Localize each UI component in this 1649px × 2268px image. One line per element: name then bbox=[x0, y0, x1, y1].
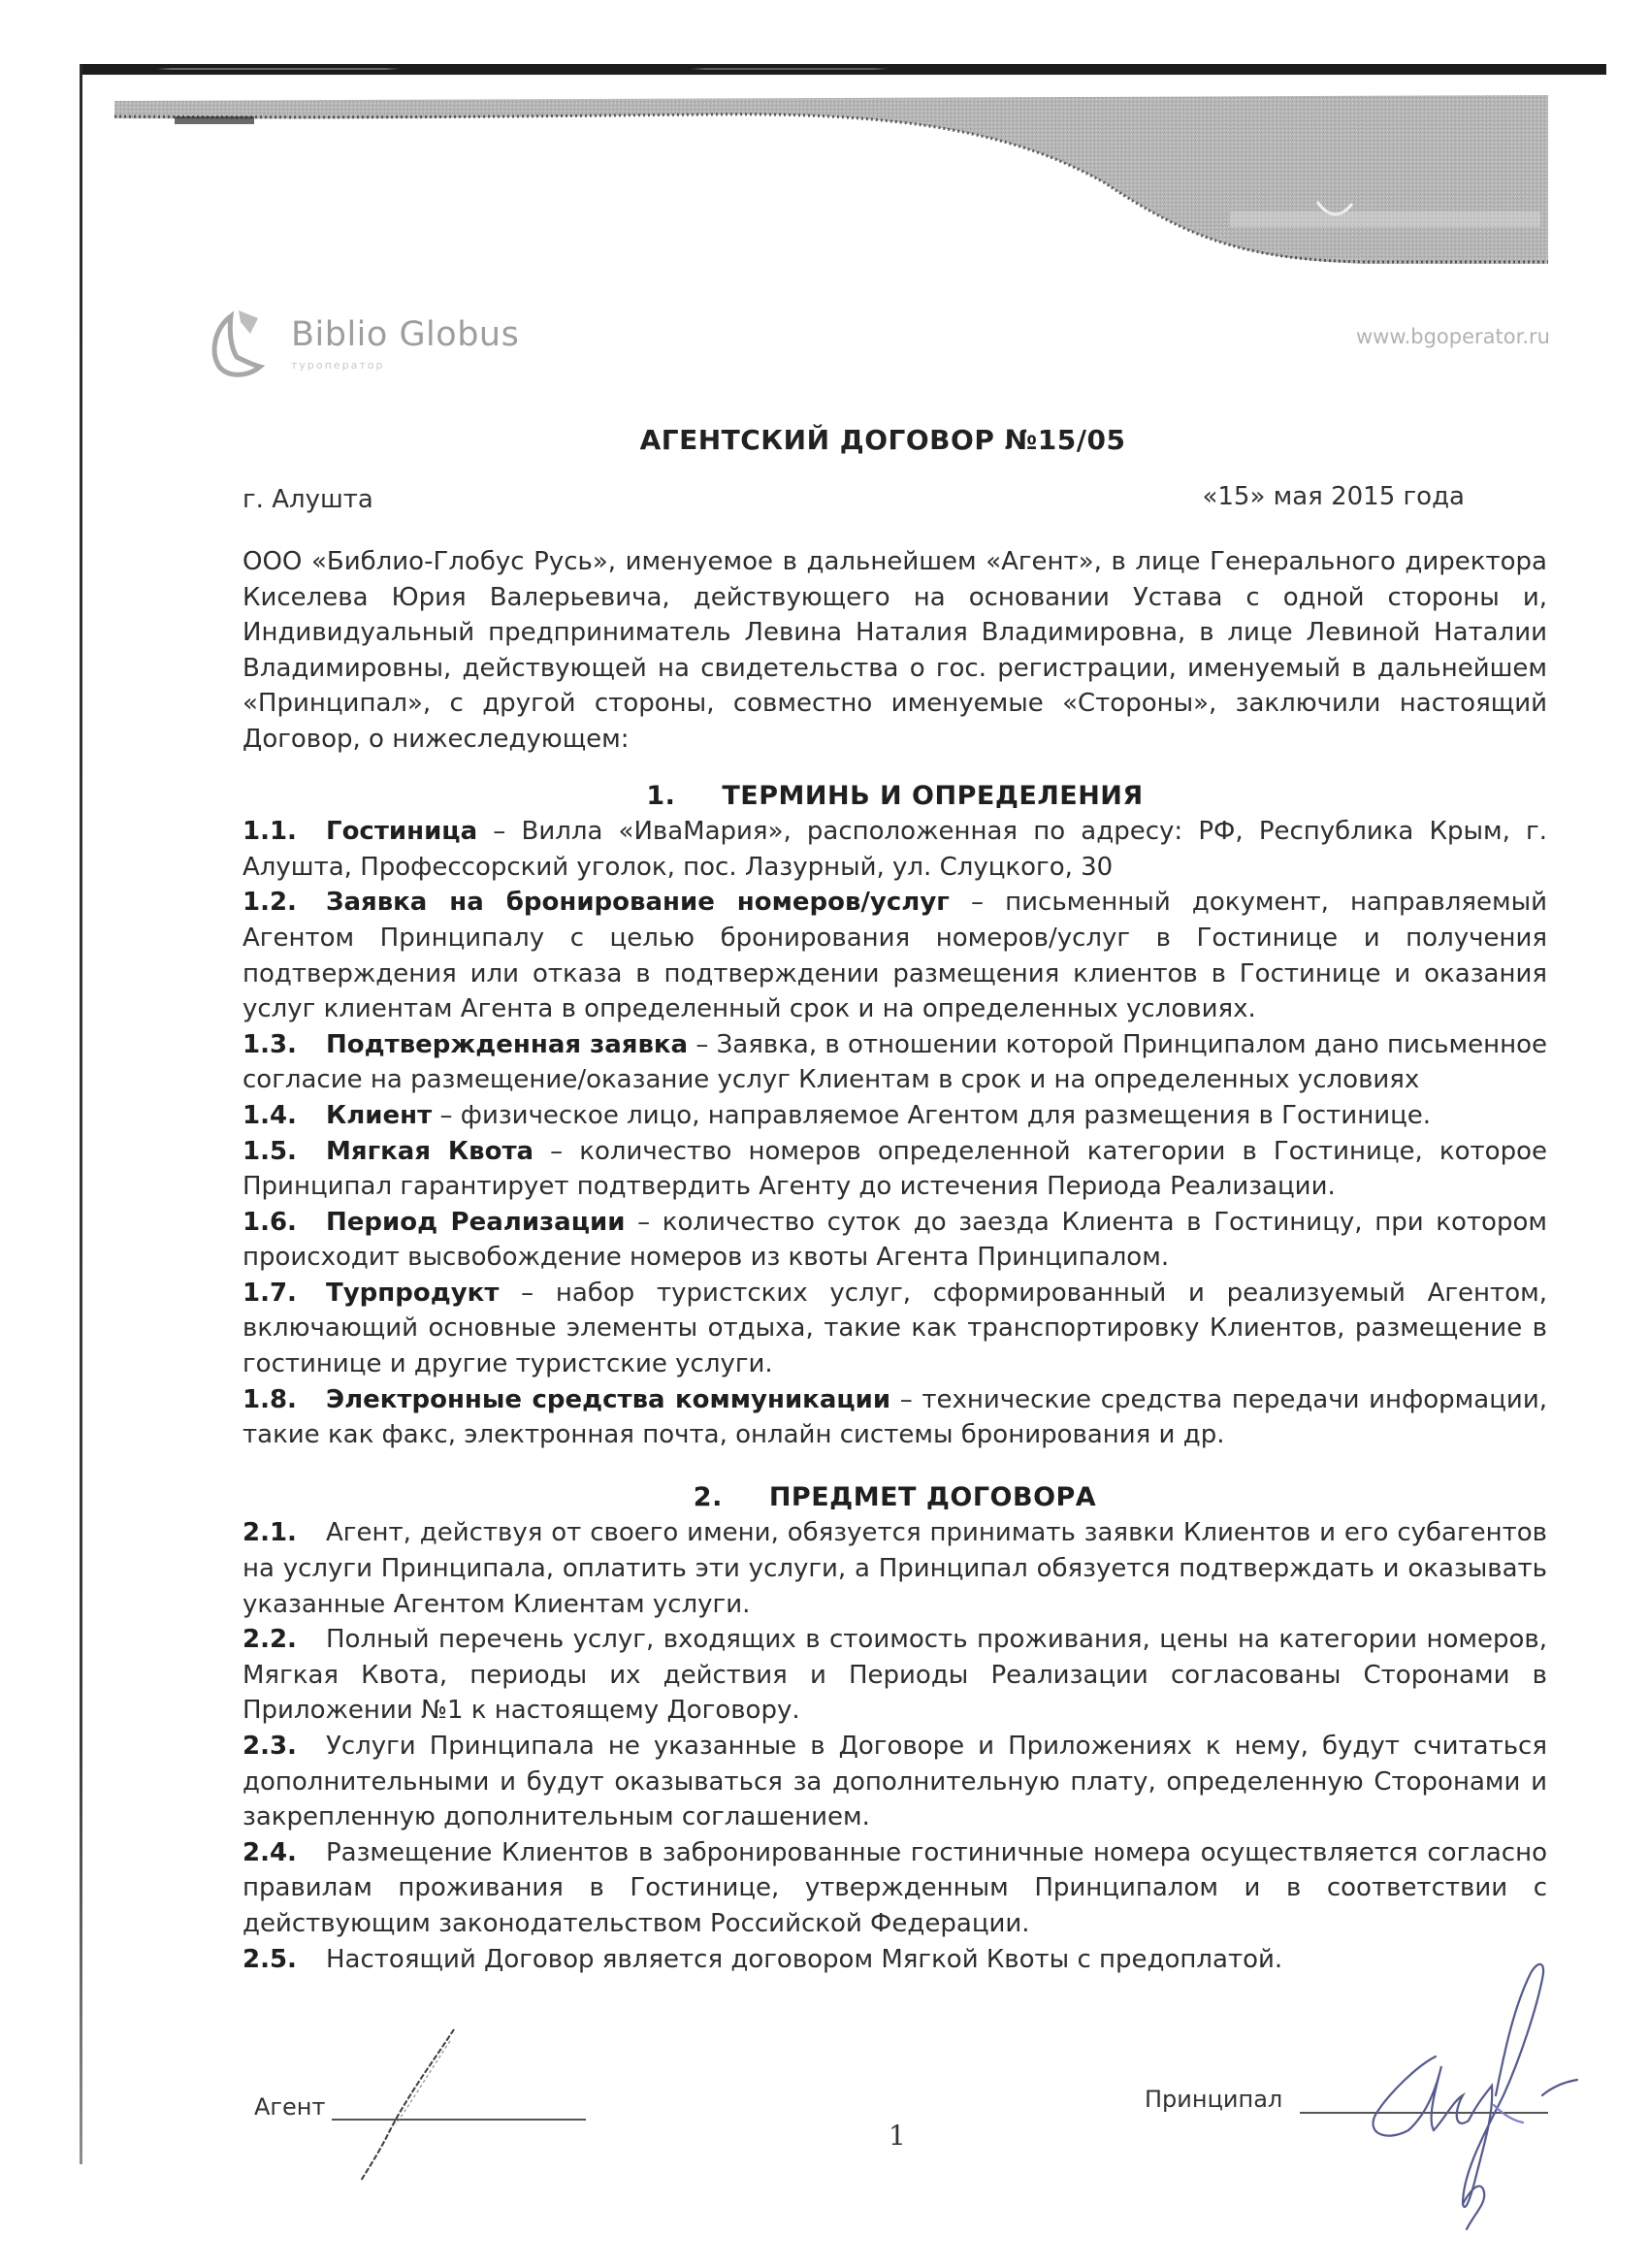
clause-text: – Вилла «ИваМария», расположенная по адресу: РФ, Республика Крым, г. Алушта, Профессорский уголок, пос. Лазурный, ул. Слуцкого, 30 bbox=[242, 817, 1547, 882]
clause-number: 1.3. bbox=[242, 1029, 297, 1059]
clause-1-6 bbox=[242, 1205, 1547, 1276]
left-border-line bbox=[80, 64, 82, 2164]
clause-1-1 bbox=[242, 814, 1547, 885]
clause-text: – физическое лицо, направляемое Агентом для размещения в Гостинице. bbox=[432, 1100, 1432, 1130]
clause-1-3 bbox=[242, 1027, 1547, 1098]
brand-tagline: туроператор bbox=[291, 359, 385, 372]
clause-number: 1.2. bbox=[242, 888, 297, 918]
clause-number: 2.1. bbox=[242, 1518, 297, 1548]
clause-term: Подтвержденная заявка bbox=[326, 1029, 689, 1059]
page-number: 1 bbox=[889, 2120, 906, 2152]
agent-signature-stroke-icon bbox=[349, 2027, 466, 2183]
clause-1-2 bbox=[242, 885, 1547, 1026]
clause-text: Полный перечень услуг, входящих в стоимость проживания, цены на категории номеров, Мягкая Квота, периоды их действия и Периоды Реализации согласованы Сторонами в Приложении №1 к настоящему Договору. bbox=[242, 1625, 1547, 1726]
clause-2-4 bbox=[242, 1835, 1547, 1942]
clause-number: 1.8. bbox=[242, 1384, 297, 1414]
top-border-texture bbox=[80, 68, 1606, 70]
clause-term: Турпродукт bbox=[326, 1278, 500, 1308]
clause-number: 1.7. bbox=[242, 1278, 297, 1308]
brand-name: Biblio Globus bbox=[291, 315, 520, 354]
clause-text: Размещение Клиентов в забронированные гостиничные номера осуществляется согласно правилам проживания в Гостинице, утвержденным Принципалом и в соответствии с действующим законодательством Российской Федерации. bbox=[242, 1837, 1547, 1938]
clause-number: 1.1. bbox=[242, 817, 297, 847]
clause-text: – технические средства передачи информации, такие как факс, электронная почта, онлайн системы бронирования и др. bbox=[242, 1384, 1547, 1450]
clause-text: Агент, действуя от своего имени, обязуется принимать заявки Клиентов и его субагентов на услуги Принципала, оплатить эти услуги, а Принципал обязуется подтверждать и оказывать указанные Агентом Клиентам услуги. bbox=[242, 1518, 1547, 1619]
clause-1-7 bbox=[242, 1276, 1547, 1382]
clause-text: Услуги Принципала не указанные в Договоре и Приложениях к нему, будут считаться дополнительными и будут оказываться за дополнительную плату, определенную Сторонами и закрепленную дополнительным соглашением. bbox=[242, 1732, 1547, 1832]
clause-text: – Заявка, в отношении которой Принципалом дано письменное согласие на размещение/оказание услуг Клиентам в срок и на определенных условиях bbox=[242, 1029, 1547, 1095]
website-link[interactable]: www.bgoperator.ru bbox=[1356, 325, 1550, 348]
principal-signature-icon bbox=[1348, 1950, 1581, 2231]
agent-signature-label: Агент bbox=[254, 2093, 326, 2121]
clause-text: – количество номеров определенной категории в Гостинице, которое Принципал гарантирует подтвердить Агенту до истечения Периода Реализации. bbox=[242, 1136, 1547, 1202]
clause-term: Клиент bbox=[326, 1100, 433, 1130]
section-number: 2. bbox=[693, 1481, 723, 1512]
clause-1-4 bbox=[242, 1098, 1547, 1134]
clause-2-1 bbox=[242, 1515, 1547, 1622]
clause-1-8 bbox=[242, 1382, 1547, 1453]
clause-number: 1.5. bbox=[242, 1136, 297, 1166]
document-title: АГЕНТСКИЙ ДОГОВОР №15/05 bbox=[639, 424, 1126, 456]
section-2-heading bbox=[242, 1480, 1547, 1516]
section-number: 1. bbox=[646, 780, 676, 811]
section-title: ТЕРМИНЬ И ОПРЕДЕЛЕНИЯ bbox=[722, 780, 1144, 811]
clause-text: – письменный документ, направляемый Агентом Принципалу с целью бронирования номеров/услуг в Гостинице и получения подтверждения или отказа в подтверждении размещения клиентов в Гостинице и оказания услуг клиентам Агента в определенный срок и на определенных условиях. bbox=[242, 888, 1547, 1024]
biblio-globus-logo-icon bbox=[206, 308, 275, 378]
principal-signature-label: Принципал bbox=[1145, 2086, 1283, 2113]
clause-text: – набор туристских услуг, сформированный и реализуемый Агентом, включающий основные элементы отдыха, такие как транспортировку Клиентов, размещение в гостинице и другие туристские услуги. bbox=[242, 1278, 1547, 1379]
clause-term: Заявка на бронирование номеров/услуг bbox=[326, 888, 950, 918]
clause-number: 1.4. bbox=[242, 1100, 297, 1130]
section-1-heading bbox=[242, 779, 1547, 815]
clause-number: 2.3. bbox=[242, 1732, 297, 1761]
contract-date: «15» мая 2015 года bbox=[1202, 482, 1465, 511]
clause-term: Электронные средства коммуникации bbox=[326, 1384, 891, 1414]
header-wave-banner bbox=[114, 95, 1548, 264]
clause-2-3 bbox=[242, 1729, 1547, 1835]
clause-2-2 bbox=[242, 1622, 1547, 1729]
clause-term: Гостиница bbox=[326, 817, 478, 847]
clause-number: 2.4. bbox=[242, 1837, 297, 1867]
clause-number: 2.2. bbox=[242, 1625, 297, 1655]
document-body bbox=[242, 544, 1547, 1977]
clause-text: – количество суток до заезда Клиента в Гостиницу, при котором происходит высвобождение номеров из квоты Агента Принципалом. bbox=[242, 1207, 1547, 1273]
contract-city: г. Алушта bbox=[242, 485, 373, 514]
clause-text: Настоящий Договор является договором Мягкой Квоты с предоплатой. bbox=[326, 1944, 1283, 1974]
clause-number: 2.5. bbox=[242, 1944, 297, 1974]
clause-term: Мягкая Квота bbox=[326, 1136, 534, 1166]
clause-1-5 bbox=[242, 1134, 1547, 1205]
section-title: ПРЕДМЕТ ДОГОВОРА bbox=[768, 1481, 1097, 1512]
preamble: ООО «Библио-Глобус Русь», именуемое в дальнейшем «Агент», в лице Генерального директора Киселева Юрия Валерьевича, действующего на основании Устава с одной стороны и, Индивидуальный предприниматель Левина Наталия Владимировна, в лице Левиной Наталии Владимировны, действующей на свидетельства о гос. регистрации, именуемый в дальнейшем «Принципал», с другой стороны, совместно именуемые «Стороны», заключили настоящий Договор, о нижеследующем: bbox=[242, 547, 1547, 754]
clause-term: Период Реализации bbox=[326, 1207, 626, 1237]
clause-number: 1.6. bbox=[242, 1207, 297, 1237]
